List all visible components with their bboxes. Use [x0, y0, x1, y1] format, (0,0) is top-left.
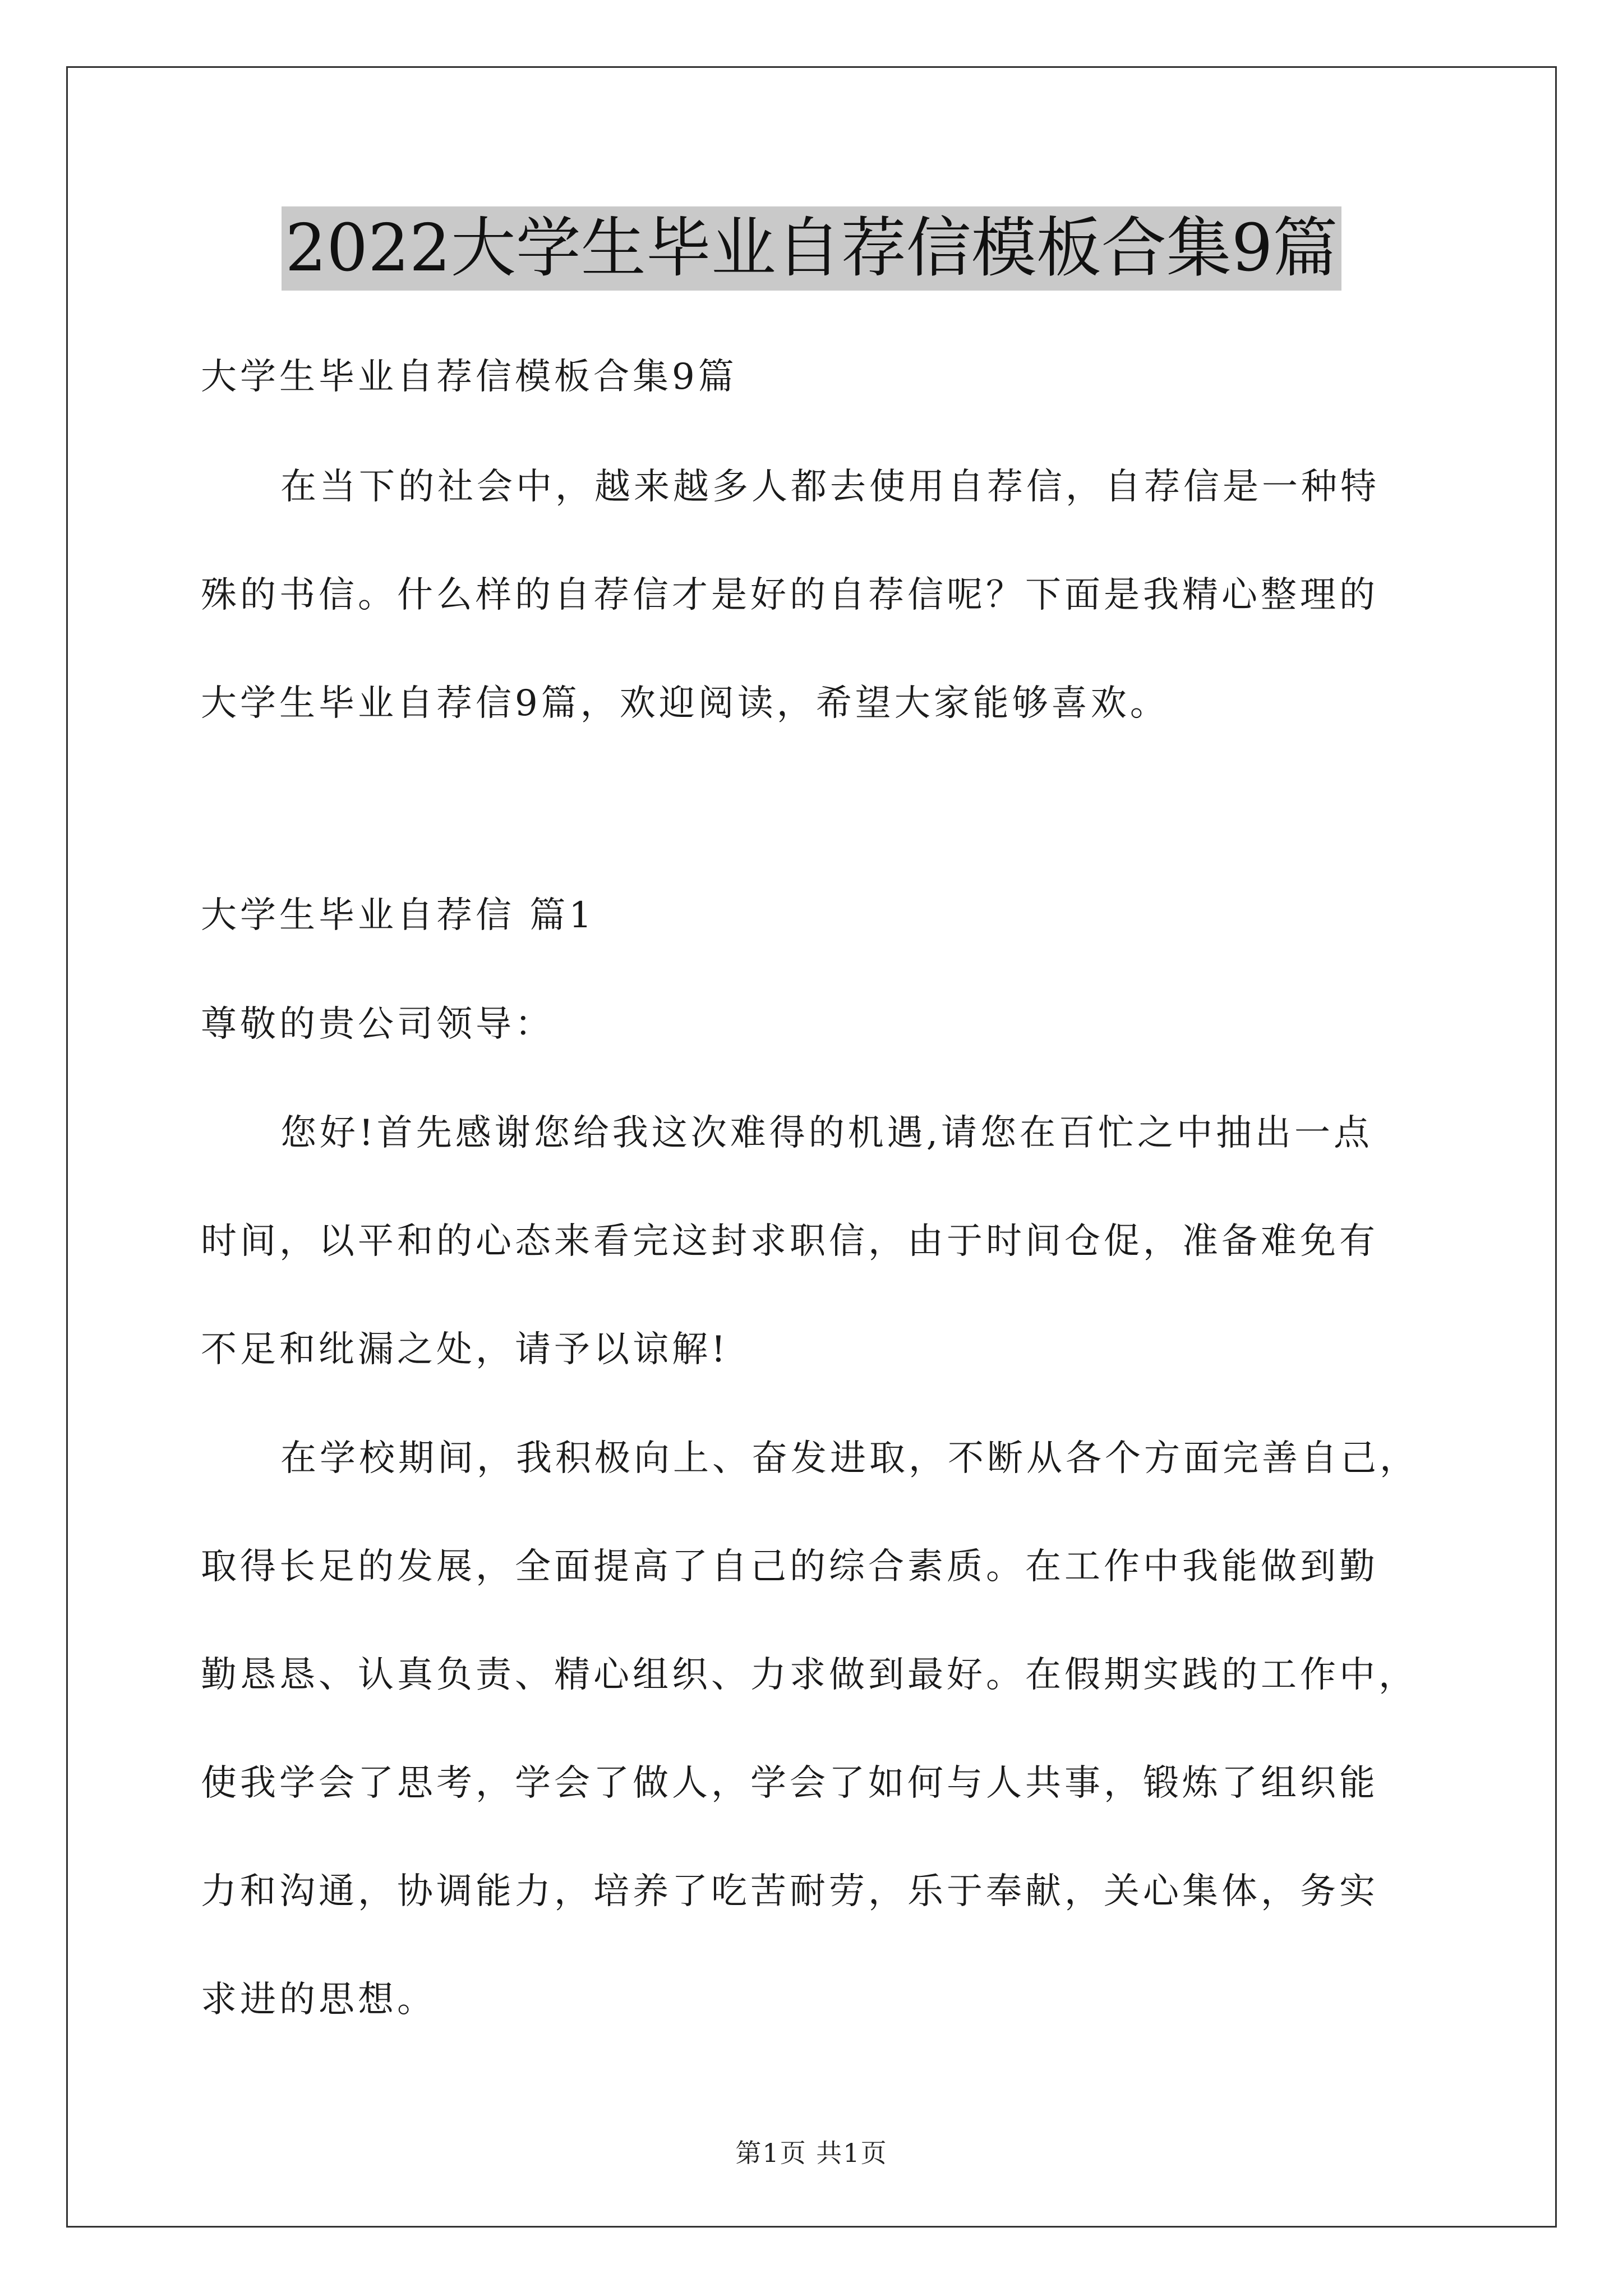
page-footer: 第1页 共1页	[735, 2138, 888, 2168]
title-container	[0, 206, 1623, 291]
salutation: 尊敬的贵公司领导：	[201, 1004, 554, 1045]
para2-line-6: 求进的思想。	[201, 1979, 436, 2021]
para2-line-3: 勤恳恳、认真负责、精心组织、力求做到最好。在假期实践的工作中，	[201, 1654, 1418, 1696]
para2-line-4: 使我学会了思考，学会了做人，学会了如何与人共事，锻炼了组织能	[201, 1763, 1378, 1804]
para1-line-1: 您好!首先感谢您给我这次难得的机遇,请您在百忙之中抽出一点	[280, 1112, 1373, 1154]
para1-line-2: 时间，以平和的心态来看完这封求职信，由于时间仓促，准备难免有	[201, 1221, 1378, 1262]
para1-line-3: 不足和纰漏之处，请予以谅解!	[201, 1329, 729, 1370]
intro-line-2: 殊的书信。什么样的自荐信才是好的自荐信呢？下面是我精心整理的	[201, 574, 1378, 616]
intro-line-3: 大学生毕业自荐信9篇，欢迎阅读，希望大家能够喜欢。	[201, 683, 1169, 724]
document-subtitle: 大学生毕业自荐信模板合集9篇	[201, 356, 737, 398]
para2-line-2: 取得长足的发展，全面提高了自己的综合素质。在工作中我能做到勤	[201, 1546, 1378, 1588]
document-title: 2022大学生毕业自荐信模板合集9篇	[282, 206, 1341, 291]
para2-line-5: 力和沟通，协调能力，培养了吃苦耐劳，乐于奉献，关心集体，务实	[201, 1871, 1378, 1912]
para2-line-1: 在学校期间，我积极向上、奋发进取，不断从各个方面完善自己，	[280, 1438, 1419, 1479]
section-heading: 大学生毕业自荐信 篇1	[201, 895, 596, 936]
intro-line-1: 在当下的社会中，越来越多人都去使用自荐信，自荐信是一种特	[280, 466, 1380, 508]
